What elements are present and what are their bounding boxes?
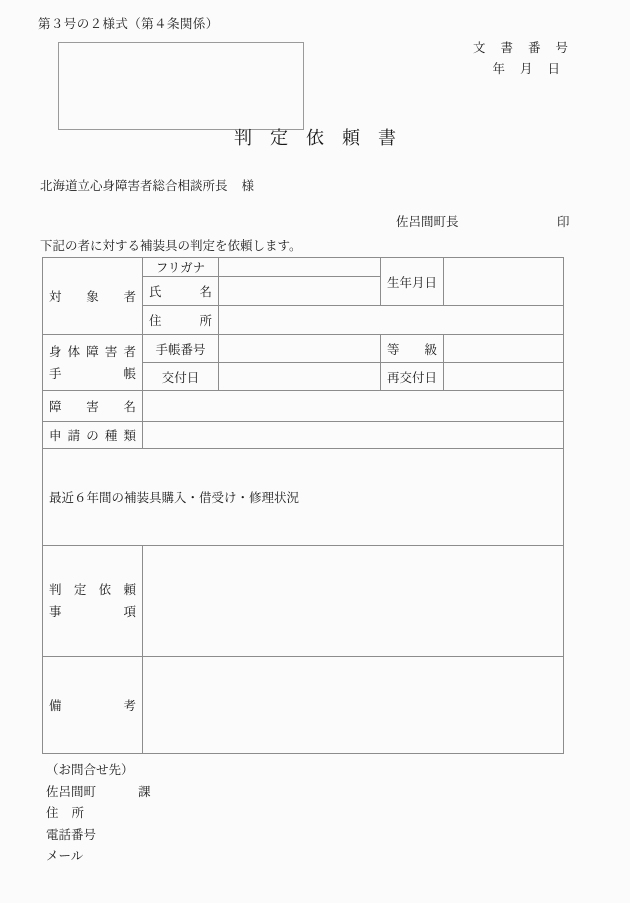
application-type-value[interactable]: [143, 422, 564, 449]
grade-label: 等級: [381, 335, 444, 363]
table-row: [43, 422, 564, 449]
handbook-label-line2: 手帳: [49, 366, 136, 381]
handbook-number-label: 手帳番号: [143, 335, 219, 363]
remarks-value[interactable]: [143, 657, 564, 754]
request-items-label: [43, 546, 143, 657]
table-row: [43, 391, 564, 422]
request-items-label-line2: 事項: [49, 605, 136, 619]
contact-heading: （お問合せ先）: [46, 763, 134, 777]
seal-mark: 印: [557, 215, 570, 229]
furigana-label: フリガナ: [143, 258, 219, 277]
application-type-label: 申請の種類: [43, 422, 143, 449]
table-row: [43, 258, 564, 277]
issue-date-label: 交付日: [143, 363, 219, 391]
birthdate-value[interactable]: [444, 258, 564, 306]
table-row: [43, 335, 564, 363]
contact-address-label: 住所: [46, 806, 98, 820]
contact-mail-label: メール: [46, 849, 84, 863]
disability-name-label: 障害名: [43, 391, 143, 422]
document-meta: [472, 38, 583, 80]
handbook-number-value[interactable]: [219, 335, 381, 363]
name-value[interactable]: [219, 277, 381, 306]
receipt-stamp-box: [58, 42, 304, 130]
furigana-value[interactable]: [219, 258, 381, 277]
addressee: [40, 176, 254, 194]
disability-name-value[interactable]: [143, 391, 564, 422]
subject-label: 対象者: [43, 258, 143, 335]
purchase-history-cell[interactable]: [43, 449, 564, 546]
table-row: [43, 657, 564, 754]
contact-town: 佐呂間町: [46, 784, 97, 799]
birthdate-label: 生年月日: [381, 258, 444, 306]
remarks-label: 備考: [43, 657, 143, 754]
table-row: [43, 546, 564, 657]
table-row: [43, 449, 564, 546]
document-date-label: 年月日: [492, 62, 575, 76]
request-items-value[interactable]: [143, 546, 564, 657]
purchase-history-label: 最近６年間の補装具購入・借受け・修理状況: [49, 491, 300, 505]
issue-date-value[interactable]: [219, 363, 381, 391]
contact-town-row: [46, 782, 151, 804]
document-number-label: 文書番号: [472, 41, 583, 55]
contact-phone-label: 電話番号: [46, 827, 97, 842]
issuer-name: 佐呂間町長: [396, 215, 459, 229]
contact-block: [46, 760, 151, 868]
address-value[interactable]: [219, 306, 564, 335]
lead-sentence: 下記の者に対する補装具の判定を依頼します。: [40, 239, 302, 253]
request-items-label-line1: 判定依頼: [49, 583, 136, 597]
address-label: 住所: [143, 306, 219, 335]
page-title: 判定依頼書: [234, 128, 414, 148]
contact-department: 課: [138, 784, 151, 799]
handbook-label-line1: 身体障害者: [49, 344, 136, 359]
grade-value[interactable]: [444, 335, 564, 363]
handbook-label: [43, 335, 143, 391]
addressee-name: 北海道立心身障害者総合相談所長: [40, 179, 228, 193]
reissue-date-label: 再交付日: [381, 363, 444, 391]
request-form-table: [42, 257, 564, 754]
name-label: 氏名: [143, 277, 219, 306]
reissue-date-value[interactable]: [444, 363, 564, 391]
addressee-honorific: 様: [241, 179, 255, 193]
form-number: 第３号の２様式（第４条関係）: [38, 17, 219, 31]
